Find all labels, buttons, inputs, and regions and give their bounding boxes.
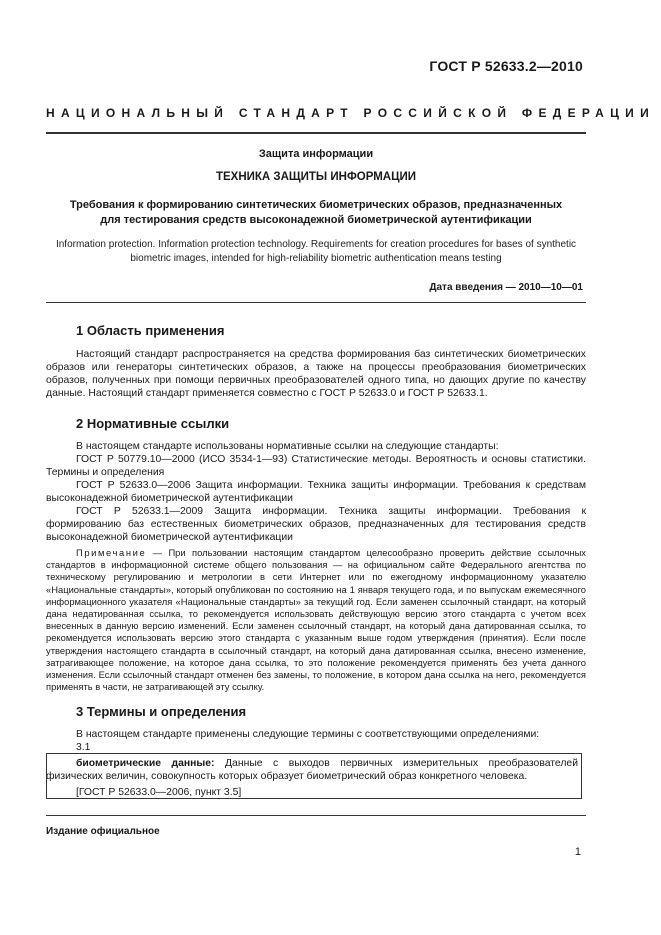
term-number: 3.1: [76, 742, 91, 753]
official-edition-label: Издание официальное: [46, 826, 160, 837]
title-requirements-line2: для тестирования средств высоконадежной биометрической аутентификации: [100, 214, 532, 226]
title-technique: ТЕХНИКА ЗАЩИТЫ ИНФОРМАЦИИ: [215, 171, 417, 183]
section-3-heading: 3 Термины и определения: [76, 704, 247, 719]
definition-text: [46, 757, 578, 783]
note-text: — При пользовании настоящим стандартом целесообразно проверить действие ссылочных стандартов в информационной системе общего пользования — на официальном сайте Федерального агентства по техническому регулированию и метрологии в сети Интернет или по ежегодному информационному указателю «Национальные стандарты», который опубликован по состоянию на 1 января текущего года, и по выпускам ежемесячного информационного указателя «Национальные стандарты» за текущий год. Если заменен ссылочный стандарт, на который дана недатированная ссылка, то рекомендуется использовать действующую версию этого стандарта с учетом всех внесенных в данную версию изменений. Если заменен ссылочный стандарт, на который дана датированная ссылка, то рекомендуется использовать версию этого стандарта с указанным выше годом утверждения (принятия). Если после утверждения настоящего стандарта в ссылочный стандарт, на который дана датированная ссылка, внесено изменение, затрагивающее положение, на которое дана ссылка, то это положение рекомендуется применять без учета данного изменения. Если ссылочный стандарт отменен без замены, то положение, в котором дана ссылка на него, рекомендуется применять в части, не затрагивающей эту ссылку.: [46, 547, 586, 693]
title-english: [46, 238, 586, 266]
date-rule: [46, 302, 586, 303]
section-1-heading: 1 Область применения: [76, 323, 225, 338]
title-requirements-line1: Требования к формированию синтетических биометрических образов, предназначенных: [69, 199, 563, 211]
national-standard-banner: НАЦИОНАЛЬНЫЙ СТАНДАРТ РОССИЙСКОЙ ФЕДЕРАЦИИ: [46, 106, 656, 120]
note-lead: Примечание: [76, 547, 147, 558]
normative-ref-3: ГОСТ Р 52633.1—2009 Защита информации. Техника защиты информации. Требования к формированию баз естественных биометрических образов, предназначенных для тестирования средств высоконадежной биометрической аутентификации: [46, 506, 586, 543]
header-rule: [46, 132, 586, 134]
introduction-date: Дата введения — 2010—10—01: [429, 282, 583, 293]
title-requirements: [46, 198, 586, 228]
title-english-line1: Information protection. Information protection technology. Requirements for creation procedures for bases of synthetic: [55, 239, 577, 250]
title-info-protection: Защита информации: [258, 148, 374, 160]
normative-intro: В настоящем стандарте использованы нормативные ссылки на следующие стандарты:: [76, 441, 499, 452]
normative-ref-2: ГОСТ Р 52633.0—2006 Защита информации. Техника защиты информации. Требования к средствам высоконадежной биометрической аутентификации: [46, 480, 586, 504]
page-number: 1: [574, 846, 581, 858]
definition-term: биометрические данные:: [76, 758, 215, 769]
document-code: ГОСТ Р 52633.2—2010: [429, 58, 583, 74]
terms-intro: В настоящем стандарте применены следующие термины с соответствующими определениями:: [76, 729, 540, 740]
section-2-heading: 2 Нормативные ссылки: [76, 416, 230, 431]
normative-note: [46, 547, 586, 693]
footer-rule: [46, 815, 586, 816]
definition-source: [ГОСТ Р 52633.0—2006, пункт 3.5]: [76, 787, 242, 798]
definition-body: Данные с выходов первичных измерительных преобразователей физических величин, совокупность которых образует биометрический образ конкретного человека.: [46, 758, 579, 782]
normative-ref-1: ГОСТ Р 50779.10—2000 (ИСО 3534-1—93) Статистические методы. Вероятность и основы статистики. Термины и определения: [46, 454, 586, 478]
title-english-line2: biometric images, intended for high-reliability biometric authentication means testing: [130, 253, 502, 264]
section-1-text: Настоящий стандарт распространяется на средства формирования баз синтетических биометрических образов или генераторы синтетических образов, а также на процессы преобразования биометрических образов, полученных при помощи первичных преобразователей одного типа, но дающих другие по качеству данные. Настоящий стандарт применяется совместно с ГОСТ Р 52633.0 и ГОСТ Р 52633.1.: [46, 349, 586, 399]
